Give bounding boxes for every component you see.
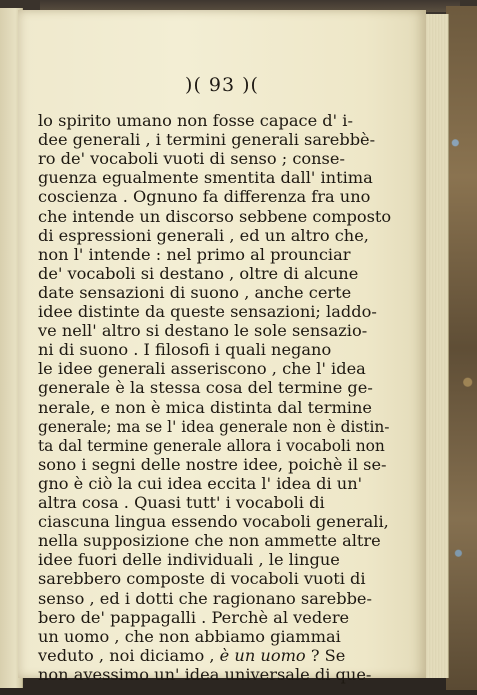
- text-line: che intende un discorso sebbene composto: [38, 206, 392, 226]
- page-number-header: )( 93 )(: [185, 74, 259, 96]
- text-line: sono i segni delle nostre idee, poichè il se-: [38, 454, 387, 474]
- text-line: sarebbero composte di vocaboli vuoti di: [38, 569, 366, 589]
- text-line: senso , ed i dotti che ragionano sarebbe-: [38, 588, 372, 608]
- text-line: ta dal termine generale allora i vocaboli non: [38, 436, 385, 455]
- text-line: ro de' vocaboli vuoti di senso ; conse-: [38, 149, 345, 169]
- text-line: gno è ciò la cui idea eccita l' idea di un': [38, 473, 363, 493]
- text-line: de' vocaboli si destano , oltre di alcune: [38, 263, 359, 283]
- text-line: nella supposizione che non ammette altre: [38, 531, 381, 551]
- text-line: idee distinte da queste sensazioni; laddo-: [38, 302, 377, 321]
- text-segment: veduto , noi diciamo ,: [38, 645, 220, 665]
- text-line: un uomo , che non abbiamo giammai: [38, 626, 341, 646]
- text-segment: ? Se: [305, 645, 346, 665]
- text-line: idee fuori delle individuali , le lingue: [38, 550, 340, 570]
- text-line: coscienza . Ognuno fa differenza fra uno: [38, 187, 371, 207]
- marbled-cover: [446, 6, 477, 690]
- text-line: date sensazioni di suono , anche certe: [38, 282, 352, 302]
- text-line: [38, 646, 345, 666]
- text-line: generale; ma se l' idea generale non è distin-: [38, 417, 390, 436]
- italic-phrase: è un uomo: [219, 645, 306, 665]
- text-line: altra cosa . Quasi tutt' i vocaboli di: [38, 493, 325, 512]
- text-line: non l' intende : nel primo al prounciar: [38, 244, 351, 264]
- text-line: non avessimo un' idea universale di que-: [38, 664, 372, 684]
- text-line: bero de' pappagalli . Perchè al vedere: [38, 607, 350, 627]
- text-line: nerale, e non è mica distinta dal termine: [38, 397, 372, 417]
- text-line: di espressioni generali , ed un altro che,: [38, 225, 369, 245]
- page-block-edges: [424, 14, 449, 678]
- text-line: ciascuna lingua essendo vocaboli generali,: [38, 512, 389, 532]
- book-page: [18, 10, 426, 684]
- text-line: ve nell' altro si destano le sole sensazio-: [38, 321, 368, 341]
- text-line: lo spirito umano non fosse capace d' i-: [38, 111, 353, 130]
- text-line: generale è la stessa cosa del termine ge-: [38, 378, 373, 398]
- text-line: ni di suono . I filosofi i quali negano: [38, 340, 332, 360]
- text-line: guenza egualmente smentita dall' intima: [38, 168, 373, 188]
- text-line: dee generali , i termini generali sarebbè-: [38, 130, 376, 150]
- text-line: le idee generali asseriscono , che l' idea: [38, 359, 366, 379]
